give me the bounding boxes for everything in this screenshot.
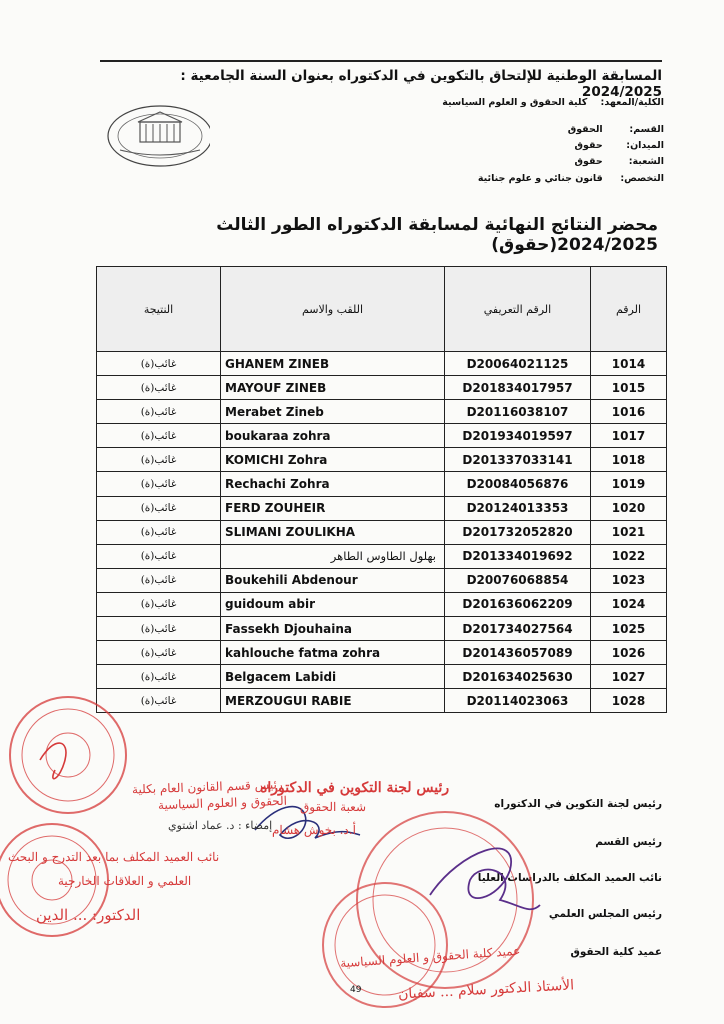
signature-label-training-committee: رئيس لجنة التكوين في الدكتوراه: [494, 798, 662, 810]
name-cell: Fassekh Djouhaina: [221, 617, 445, 641]
meta-value: حقوق: [574, 140, 603, 151]
result-cell: غائب(ة): [97, 592, 221, 616]
table-row: [97, 352, 667, 376]
id-cell: D20124013353: [445, 496, 591, 520]
id-cell: D201337033141: [445, 448, 591, 472]
table-row: [97, 424, 667, 448]
meta-field: [575, 140, 664, 151]
result-cell: غائب(ة): [97, 520, 221, 544]
meta-label: الشعبة:: [628, 156, 664, 167]
header-id: الرقم التعريفي: [445, 267, 591, 352]
page-number: 49: [350, 985, 362, 995]
signature-label-dean: عميد كلية الحقوق: [570, 946, 662, 958]
meta-value: حقوق: [574, 156, 603, 167]
number-cell: 1025: [591, 617, 667, 641]
number-cell: 1021: [591, 520, 667, 544]
table-row: [97, 617, 667, 641]
stamp-left-line-4: نائب العميد المكلف بما بعد التدرج و البحث: [8, 850, 220, 864]
name-cell: guidoum abir: [221, 592, 445, 616]
number-cell: 1018: [591, 448, 667, 472]
meta-branch: [575, 156, 664, 167]
result-cell: غائب(ة): [97, 568, 221, 592]
number-cell: 1020: [591, 496, 667, 520]
table-row: [97, 448, 667, 472]
table-header-row: [97, 267, 667, 352]
result-cell: غائب(ة): [97, 544, 221, 568]
table-row: [97, 496, 667, 520]
table-row: [97, 592, 667, 616]
table-row: [97, 544, 667, 568]
table-row: [97, 689, 667, 713]
table-row: [97, 568, 667, 592]
table-row: [97, 520, 667, 544]
id-cell: D20084056876: [445, 472, 591, 496]
stamp-left-line-1: رئيس قسم القانون العام بكلية: [131, 777, 283, 797]
header-result: النتيجة: [97, 267, 221, 352]
id-cell: D201734027564: [445, 617, 591, 641]
stamp-bottom-line-1: عميد كلية الحقوق و العلوم السياسية: [339, 943, 521, 971]
result-cell: غائب(ة): [97, 641, 221, 665]
table-row: [97, 472, 667, 496]
header-name: اللقب والاسم: [221, 267, 445, 352]
meta-value: قانون جنائي و علوم جنائية: [477, 173, 603, 184]
meta-label: القسم:: [629, 124, 664, 135]
id-cell: D20076068854: [445, 568, 591, 592]
round-stamp-left-top-icon: [10, 697, 126, 813]
name-cell: Boukehili Abdenour: [221, 568, 445, 592]
table-row: [97, 376, 667, 400]
stamp-mid-line-3: أ.د. بخوش هشام: [272, 823, 356, 837]
name-cell: SLIMANI ZOULIKHA: [221, 520, 445, 544]
meta-value: الحقوق: [567, 124, 603, 135]
result-cell: غائب(ة): [97, 689, 221, 713]
result-cell: غائب(ة): [97, 376, 221, 400]
signature-scribble-left-icon: [40, 743, 66, 779]
name-cell: Belgacem Labidi: [221, 665, 445, 689]
name-cell: KOMICHI Zohra: [221, 448, 445, 472]
stamp-left-line-2: الحقوق و العلوم السياسية: [157, 793, 288, 813]
result-cell: غائب(ة): [97, 496, 221, 520]
table-row: [97, 665, 667, 689]
id-cell: D20064021125: [445, 352, 591, 376]
meta-value: كلية الحقوق و العلوم السياسية: [442, 97, 588, 108]
stamp-left-line-6: الدكتور: ... الدين: [36, 906, 141, 924]
meta-label: التخصص:: [620, 173, 664, 184]
number-cell: 1019: [591, 472, 667, 496]
id-cell: D201636062209: [445, 592, 591, 616]
result-cell: غائب(ة): [97, 448, 221, 472]
number-cell: 1016: [591, 400, 667, 424]
meta-specialty: [478, 173, 664, 184]
document-title: محضر النتائج النهائية لمسابقة الدكتوراه الطور الثالث 2024/2025(حقوق): [216, 215, 658, 255]
meta-department: [568, 124, 664, 135]
table-row: [97, 641, 667, 665]
number-cell: 1014: [591, 352, 667, 376]
id-cell: D20114023063: [445, 689, 591, 713]
university-logo-icon: [100, 100, 210, 170]
table-row: [97, 400, 667, 424]
results-table: [96, 266, 666, 713]
meta-label: الكلية/المعهد:: [600, 97, 664, 108]
name-cell: kahlouche fatma zohra: [221, 641, 445, 665]
name-cell: MAYOUF ZINEB: [221, 376, 445, 400]
stamp-left-line-5: العلمي و العلاقات الخارجية: [58, 874, 192, 888]
header-number: الرقم: [591, 267, 667, 352]
number-cell: 1028: [591, 689, 667, 713]
signature-label-vice-dean: نائب العميد المكلف بالدراسات العليا: [477, 872, 662, 884]
result-cell: غائب(ة): [97, 424, 221, 448]
stamp-mid-line-1: رئيس لجنة التكوين في الدكتوراه: [260, 780, 450, 796]
id-cell: D201834017957: [445, 376, 591, 400]
name-cell: boukaraa zohra: [221, 424, 445, 448]
stamp-mid-line-2: شعبة الحقوق: [300, 800, 367, 814]
number-cell: 1022: [591, 544, 667, 568]
name-cell: Rechachi Zohra: [221, 472, 445, 496]
id-cell: D201334019692: [445, 544, 591, 568]
result-cell: غائب(ة): [97, 472, 221, 496]
number-cell: 1027: [591, 665, 667, 689]
number-cell: 1023: [591, 568, 667, 592]
meta-label: الميدان:: [626, 140, 664, 151]
id-cell: D201732052820: [445, 520, 591, 544]
competition-title: المسابقة الوطنية للإلتحاق بالتكوين في الدكتوراه بعنوان السنة الجامعية : 2024/2025: [180, 68, 662, 100]
name-cell: Merabet Zineb: [221, 400, 445, 424]
result-cell: غائب(ة): [97, 352, 221, 376]
number-cell: 1024: [591, 592, 667, 616]
name-cell: MERZOUGUI RABIE: [221, 689, 445, 713]
result-cell: غائب(ة): [97, 617, 221, 641]
signature-label-scientific-council: رئيس المجلس العلمي: [548, 908, 662, 920]
header-rule: [100, 60, 662, 62]
id-cell: D201634025630: [445, 665, 591, 689]
meta-faculty: [442, 97, 664, 108]
stamp-left-line-3: إمضاء : د. عماد اشتوي: [168, 819, 273, 832]
stamp-bottom-line-2: الأستاذ الدكتور سلام ... سفيان: [397, 977, 575, 1003]
result-cell: غائب(ة): [97, 665, 221, 689]
name-cell: GHANEM ZINEB: [221, 352, 445, 376]
name-cell: بهلول الطاوس الطاهر: [221, 544, 445, 568]
signature-label-department-head: رئيس القسم: [595, 836, 662, 848]
number-cell: 1015: [591, 376, 667, 400]
id-cell: D20116038107: [445, 400, 591, 424]
number-cell: 1017: [591, 424, 667, 448]
id-cell: D201934019597: [445, 424, 591, 448]
result-cell: غائب(ة): [97, 400, 221, 424]
number-cell: 1026: [591, 641, 667, 665]
name-cell: FERD ZOUHEIR: [221, 496, 445, 520]
id-cell: D201436057089: [445, 641, 591, 665]
